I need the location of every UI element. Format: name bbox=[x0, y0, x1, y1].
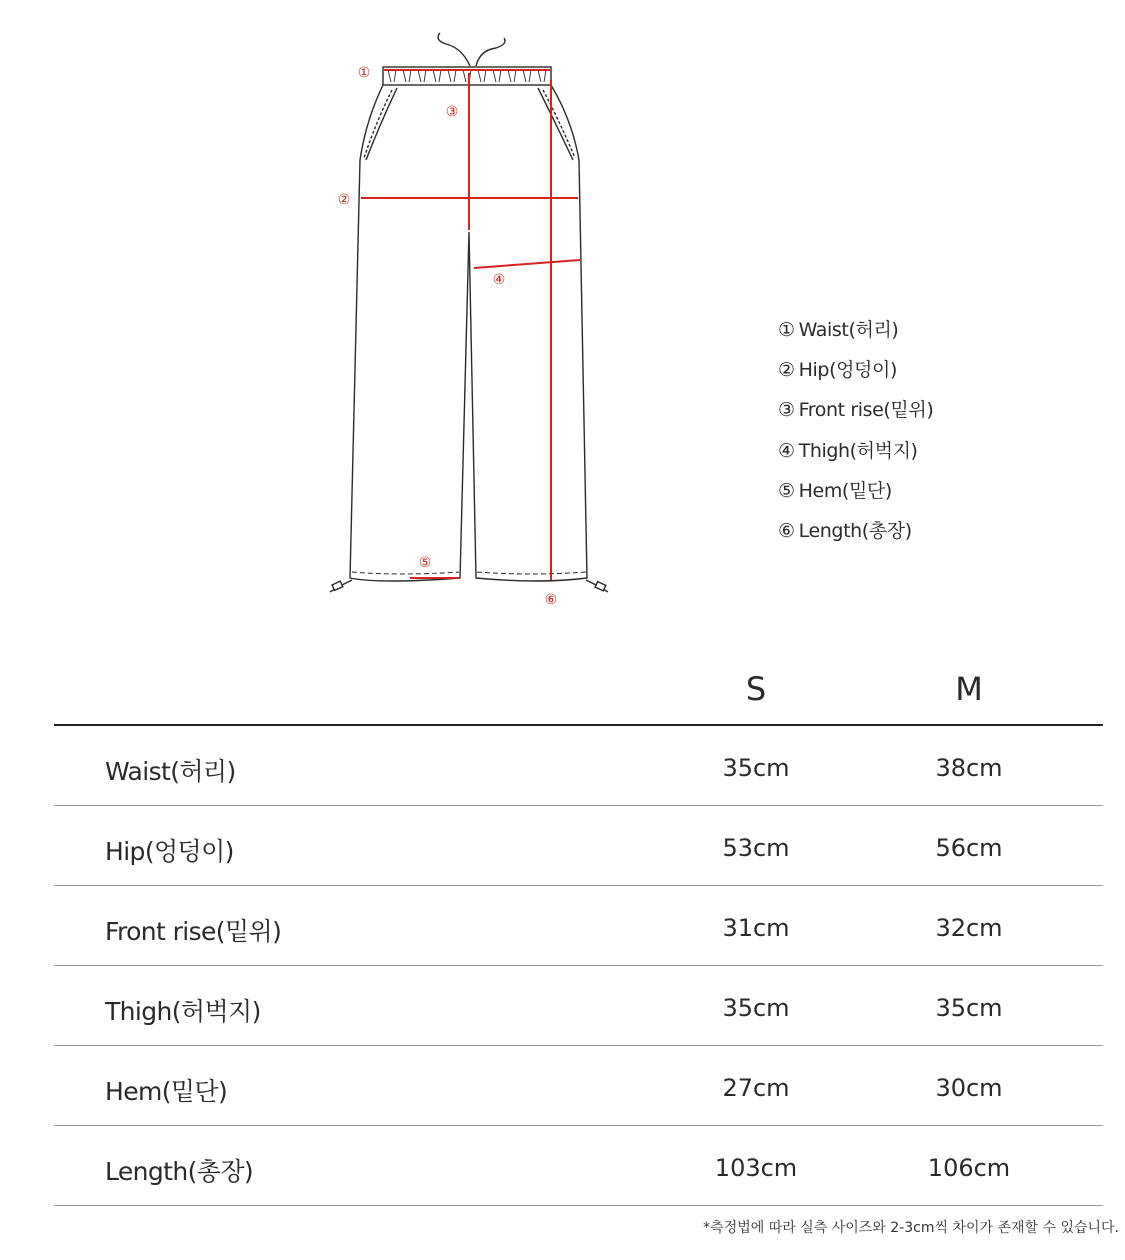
legend-number: ③ bbox=[778, 399, 795, 422]
value-s: 27cm bbox=[722, 1074, 790, 1102]
header-size-m: M bbox=[955, 670, 983, 708]
measurement-footnote: *측정법에 따라 실측 사이즈와 2-3cm씩 차이가 존재할 수 있습니다. bbox=[703, 1220, 1119, 1236]
row-label: Length(총장) bbox=[105, 1157, 254, 1186]
legend-item bbox=[778, 513, 933, 553]
pants-measurement-diagram bbox=[300, 20, 660, 620]
value-m: 56cm bbox=[935, 834, 1003, 862]
marker-waist: ① bbox=[357, 65, 371, 81]
legend-label: Waist(허리) bbox=[798, 319, 899, 341]
legend-number: ⑤ bbox=[778, 479, 795, 502]
marker-thigh: ④ bbox=[492, 272, 506, 288]
marker-hip: ② bbox=[337, 192, 351, 208]
value-s: 35cm bbox=[722, 994, 790, 1022]
value-m: 32cm bbox=[935, 914, 1003, 942]
value-s: 31cm bbox=[722, 914, 790, 942]
legend-item bbox=[778, 473, 933, 513]
marker-front-rise: ③ bbox=[445, 104, 459, 120]
table-row bbox=[54, 886, 1103, 966]
legend-item bbox=[778, 312, 933, 352]
value-m: 106cm bbox=[927, 1154, 1011, 1182]
table-row bbox=[54, 806, 1103, 886]
legend-number: ② bbox=[778, 359, 795, 382]
value-s: 35cm bbox=[722, 754, 790, 782]
size-table bbox=[54, 660, 1103, 1206]
legend-label: Hip(엉덩이) bbox=[798, 359, 897, 382]
marker-length: ⑥ bbox=[544, 592, 558, 608]
marker-hem: ⑤ bbox=[418, 555, 432, 571]
row-label: Front rise(밑위) bbox=[105, 917, 282, 946]
table-header bbox=[54, 660, 1103, 726]
table-row bbox=[54, 1126, 1103, 1206]
row-label: Hem(밑단) bbox=[105, 1077, 228, 1106]
value-s: 103cm bbox=[714, 1154, 798, 1182]
legend-number: ① bbox=[778, 319, 795, 341]
measurement-legend bbox=[778, 312, 933, 553]
table-row bbox=[54, 966, 1103, 1046]
value-m: 38cm bbox=[935, 754, 1003, 782]
header-size-s: S bbox=[745, 670, 767, 708]
legend-item bbox=[778, 392, 933, 432]
legend-item bbox=[778, 433, 933, 473]
value-s: 53cm bbox=[722, 834, 790, 862]
legend-number: ④ bbox=[778, 439, 795, 462]
table-row bbox=[54, 726, 1103, 806]
row-label: Waist(허리) bbox=[105, 757, 236, 786]
row-label: Hip(엉덩이) bbox=[105, 837, 234, 866]
legend-number: ⑥ bbox=[778, 519, 795, 542]
legend-label: Hem(밑단) bbox=[798, 479, 892, 502]
legend-label: Front rise(밑위) bbox=[798, 399, 934, 422]
value-m: 30cm bbox=[935, 1074, 1003, 1102]
value-m: 35cm bbox=[935, 994, 1003, 1022]
row-label: Thigh(허벅지) bbox=[105, 997, 261, 1026]
legend-item bbox=[778, 352, 933, 392]
legend-label: Thigh(허벅지) bbox=[798, 439, 918, 462]
table-row bbox=[54, 1046, 1103, 1126]
legend-label: Length(총장) bbox=[798, 519, 912, 542]
